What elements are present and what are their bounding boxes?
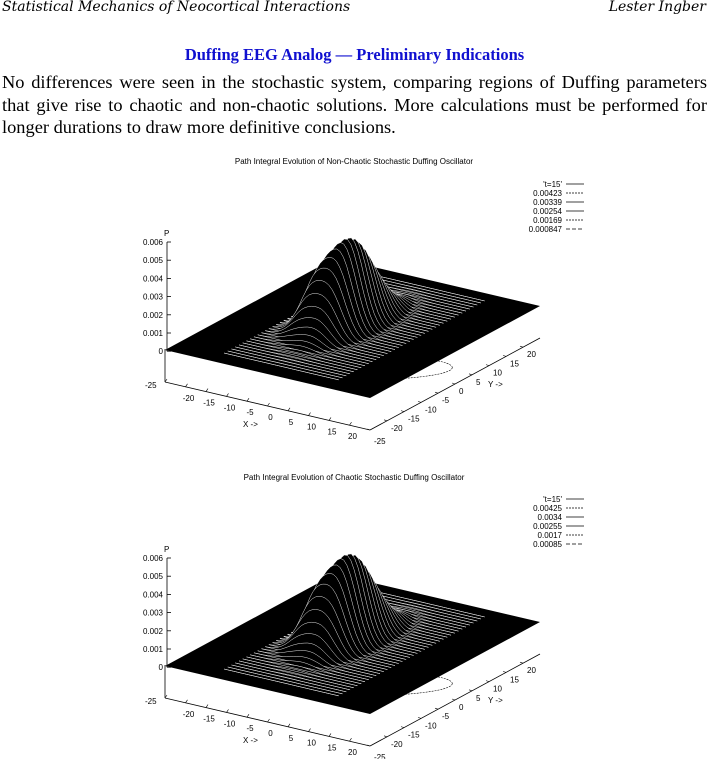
legend-label: 0.00255: [533, 522, 562, 531]
y-tick: [418, 717, 421, 718]
body-paragraph: No differences were seen in the stochastic system, comparing regions of Duffing parameters that give rise to chaotic and non-chaotic solutions. More calculations must be performed for longer durations to draw more definitive conclusions.: [2, 72, 707, 137]
x-tick: [309, 729, 311, 732]
y-tick-label: 10: [493, 684, 502, 694]
legend-label: 0.00169: [533, 216, 562, 225]
surface-plot-non-chaotic: [0, 152, 709, 452]
z-tick-label: 0: [158, 663, 163, 673]
x-tick: [350, 422, 352, 425]
x-tick-label: 5: [288, 733, 294, 743]
y-tick: [435, 392, 438, 393]
y-tick-label: 15: [510, 359, 519, 369]
x-tick-label: -20: [182, 709, 195, 719]
z-tick-label: 0.006: [142, 554, 163, 563]
x-tick: [227, 393, 229, 396]
z-tick-label: 0.002: [142, 626, 163, 636]
x-tick: [268, 719, 270, 722]
x-tick-label: 15: [327, 427, 337, 437]
z-tick-label: 0.001: [142, 329, 163, 338]
legend-label: 0.00339: [533, 198, 562, 207]
running-header-right: Lester Ingber: [608, 0, 706, 15]
y-tick-label: 5: [476, 377, 481, 387]
legend-label: 0.00254: [533, 207, 562, 216]
y-tick-label: -5: [442, 396, 450, 406]
z-tick-label: 0.003: [142, 608, 163, 618]
y-tick: [503, 671, 506, 672]
z-tick-label: 0.001: [142, 645, 163, 654]
z-tick-label: 0.002: [142, 310, 163, 320]
legend-label: 0.000847: [528, 225, 562, 234]
y-tick: [452, 383, 455, 384]
x-tick: [206, 705, 208, 708]
x-tick: [186, 384, 188, 387]
x-tick-label: -15: [203, 714, 215, 724]
y-tick: [469, 690, 472, 691]
x-tick-label: 5: [288, 417, 294, 427]
x-tick-label: -10: [223, 719, 236, 729]
z-axis-label: P: [164, 229, 170, 238]
x-tick: [247, 714, 249, 717]
y-tick-label: 0: [459, 387, 464, 396]
z-tick-label: 0.004: [142, 590, 163, 600]
x-tick-label: -10: [223, 403, 236, 413]
x-tick-label: -15: [203, 398, 215, 408]
z-tick-label: 0.004: [142, 274, 163, 284]
y-tick: [384, 420, 387, 421]
x-tick: [227, 709, 229, 712]
y-tick: [520, 662, 523, 663]
x-tick-label: -20: [182, 393, 195, 403]
y-tick: [469, 374, 472, 375]
y-tick-label: 10: [493, 368, 502, 378]
y-tick: [452, 699, 455, 700]
x-tick: [329, 417, 331, 420]
y-tick-label: -15: [408, 730, 420, 740]
y-tick-label: -10: [425, 405, 437, 415]
y-tick: [384, 736, 387, 737]
z-axis-label: P: [164, 545, 170, 554]
legend-label: 0.00085: [533, 540, 562, 549]
y-tick: [503, 355, 506, 356]
x-tick-label: 10: [307, 422, 316, 432]
x-tick: [288, 724, 290, 727]
y-tick-label: -25: [374, 437, 386, 446]
x-tick: [268, 403, 270, 406]
y-tick: [401, 411, 404, 412]
x-axis-label: X ->: [243, 736, 258, 746]
z-tick-label: 0.005: [142, 572, 163, 582]
z-tick-label: 0.006: [142, 238, 163, 247]
y-tick-label: -20: [391, 423, 403, 433]
y-axis-label: Y ->: [488, 695, 503, 705]
y-tick: [486, 681, 489, 682]
y-tick: [435, 708, 438, 709]
x-tick: [329, 733, 331, 736]
legend-label: 0.00425: [533, 504, 562, 513]
legend-label: 0.0034: [537, 513, 562, 522]
x-tick: [309, 413, 311, 416]
z-tick-label: 0.003: [142, 292, 163, 302]
y-tick-label: -10: [425, 721, 437, 731]
legend-label: 't=15': [543, 495, 562, 504]
y-tick-label: -20: [391, 739, 403, 749]
x-tick-label: 20: [348, 748, 357, 758]
x-tick-label: 20: [348, 432, 357, 442]
x-tick-label: 15: [327, 743, 337, 753]
y-tick-label: -15: [408, 414, 420, 424]
x-tick: [247, 398, 249, 401]
y-axis-label: Y ->: [488, 379, 503, 389]
y-tick-label: -5: [442, 712, 450, 722]
y-tick-label: -25: [374, 753, 386, 759]
z-tick-label: 0: [158, 347, 163, 357]
running-header-left: Statistical Mechanics of Neocortical Interactions: [2, 0, 351, 15]
plot-title: Path Integral Evolution of Chaotic Stochastic Duffing Oscillator: [243, 473, 465, 482]
legend-label: 't=15': [543, 180, 562, 189]
x-tick-label: 0: [268, 729, 273, 738]
surface-plot-chaotic: [0, 468, 709, 759]
y-tick-label: 0: [459, 703, 464, 712]
x-tick-label: -5: [246, 408, 254, 418]
y-tick: [486, 365, 489, 366]
x-tick-label: -5: [246, 724, 254, 734]
plot-title: Path Integral Evolution of Non-Chaotic Stochastic Duffing Oscillator: [234, 157, 474, 166]
section-title: Duffing EEG Analog — Preliminary Indications: [184, 45, 525, 64]
x-tick-label: -25: [145, 697, 157, 706]
legend-label: 0.00423: [533, 189, 562, 198]
y-tick-label: 20: [527, 666, 536, 676]
x-tick-label: -25: [145, 381, 157, 390]
x-tick: [350, 738, 352, 741]
x-tick-label: 0: [268, 413, 273, 422]
y-tick: [418, 401, 421, 402]
x-tick: [206, 389, 208, 392]
x-tick: [288, 408, 290, 411]
legend-label: 0.0017: [537, 531, 562, 540]
y-tick-label: 5: [476, 693, 481, 703]
y-tick-label: 20: [527, 350, 536, 360]
y-tick: [401, 727, 404, 728]
x-axis-label: X ->: [243, 420, 258, 430]
x-tick: [186, 700, 188, 703]
z-tick-label: 0.005: [142, 256, 163, 266]
y-tick-label: 15: [510, 675, 519, 685]
y-tick: [520, 346, 523, 347]
x-tick-label: 10: [307, 738, 316, 748]
